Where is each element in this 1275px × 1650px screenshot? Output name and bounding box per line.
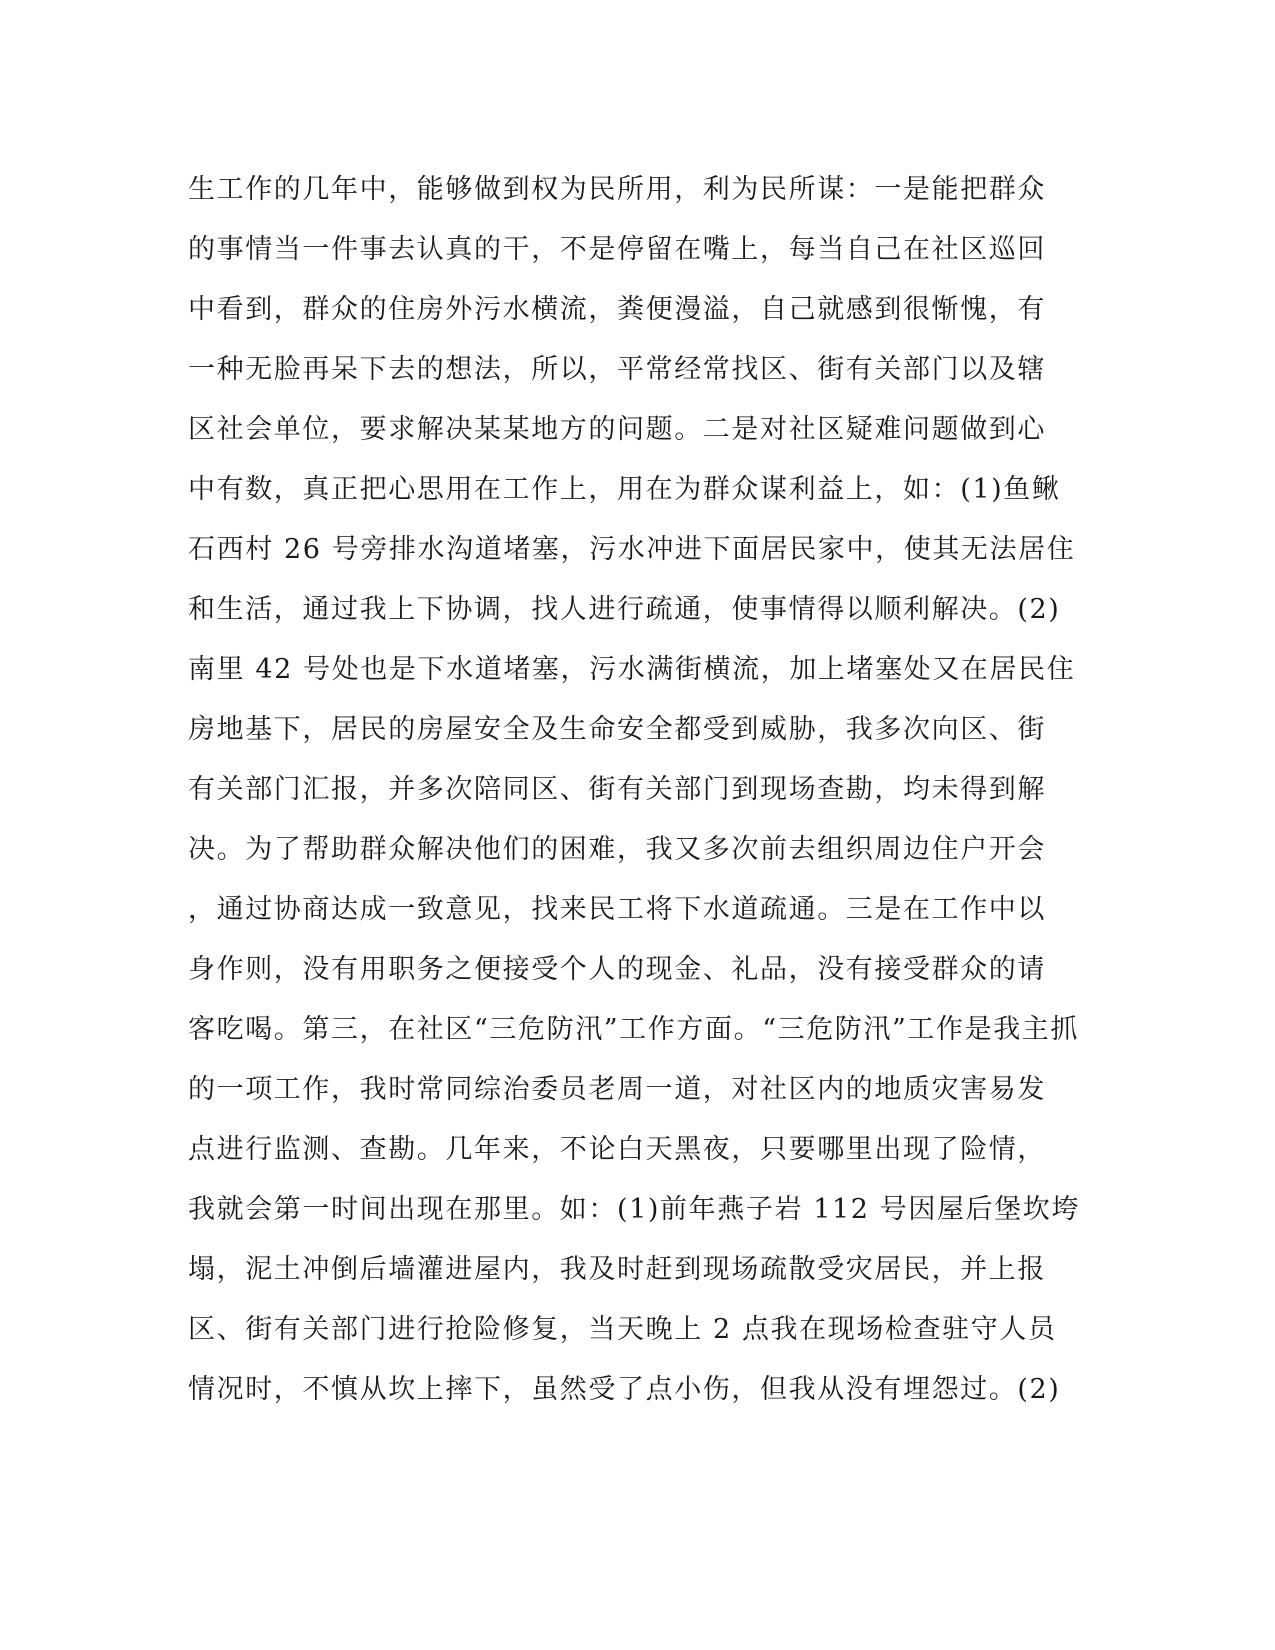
text-line: 身作则，没有用职务之便接受个人的现金、礼品，没有接受群众的请 bbox=[188, 954, 1046, 985]
body-text bbox=[188, 160, 1088, 1420]
text-line: 南里 42 号处也是下水道堵塞，污水满街横流，加上堵塞处又在居民住 bbox=[188, 654, 1076, 685]
text-line: 塌，泥土冲倒后墙灌进屋内，我及时赶到现场疏散受灾居民，并上报 bbox=[188, 1254, 1046, 1285]
text-line: 生工作的几年中，能够做到权为民所用，利为民所谋：一是能把群众 bbox=[188, 174, 1046, 205]
text-line: 区、街有关部门进行抢险修复，当天晚上 2 点我在现场检查驻守人员 bbox=[188, 1314, 1057, 1345]
text-line: 的事情当一件事去认真的干，不是停留在嘴上，每当自己在社区巡回 bbox=[188, 234, 1046, 265]
text-line: 一种无脸再呆下去的想法，所以，平常经常找区、街有关部门以及辖 bbox=[188, 354, 1046, 385]
text-line: ，通过协商达成一致意见，找来民工将下水道疏通。三是在工作中以 bbox=[188, 894, 1046, 925]
text-line: 有关部门汇报，并多次陪同区、街有关部门到现场查勘，均未得到解 bbox=[188, 774, 1046, 805]
text-line: 中有数，真正把心思用在工作上，用在为群众谋利益上，如：(1)鱼鳅 bbox=[188, 474, 1061, 505]
text-line: 情况时，不慎从坎上摔下，虽然受了点小伤，但我从没有埋怨过。(2) bbox=[188, 1374, 1061, 1405]
text-line: 点进行监测、查勘。几年来，不论白天黑夜，只要哪里出现了险情， bbox=[188, 1134, 1046, 1165]
text-line: 房地基下，居民的房屋安全及生命安全都受到威胁，我多次向区、街 bbox=[188, 714, 1046, 745]
text-line: 的一项工作，我时常同综治委员老周一道，对社区内的地质灾害易发 bbox=[188, 1074, 1046, 1105]
text-line: 决。为了帮助群众解决他们的困难，我又多次前去组织周边住户开会 bbox=[188, 834, 1046, 865]
text-line: 客吃喝。第三，在社区“三危防汛”工作方面。“三危防汛”工作是我主抓 bbox=[188, 1014, 1080, 1045]
text-line: 中看到，群众的住房外污水横流，粪便漫溢，自己就感到很惭愧，有 bbox=[188, 294, 1046, 325]
text-line: 石西村 26 号旁排水沟道堵塞，污水冲进下面居民家中，使其无法居住 bbox=[188, 534, 1076, 565]
text-line: 和生活，通过我上下协调，找人进行疏通，使事情得以顺利解决。(2) bbox=[188, 594, 1061, 625]
text-line: 我就会第一时间出现在那里。如：(1)前年燕子岩 112 号因屋后堡坎垮 bbox=[188, 1194, 1080, 1225]
text-line: 区社会单位，要求解决某某地方的问题。二是对社区疑难问题做到心 bbox=[188, 414, 1046, 445]
